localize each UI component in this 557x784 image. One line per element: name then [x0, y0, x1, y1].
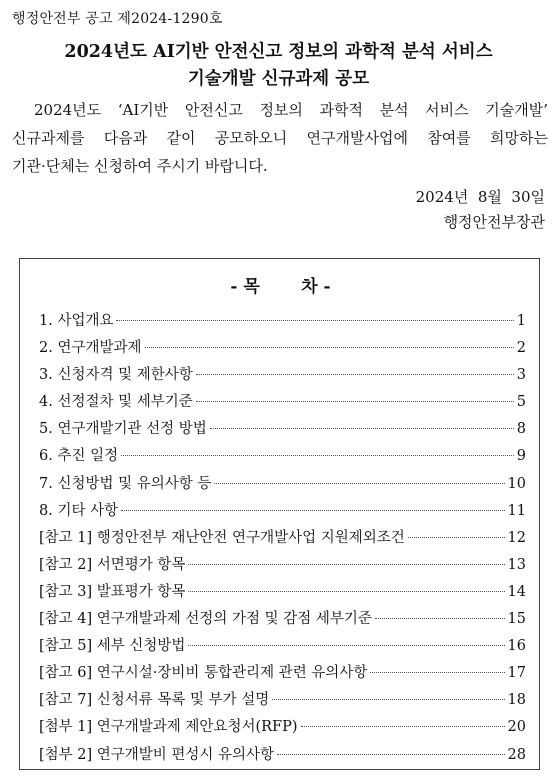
toc-entry	[39, 526, 526, 553]
body-paragraph-line-1: 2024년도 ‘AI기반 안전신고 정보의 과학적 분석 서비스 기술개발’	[34, 101, 548, 119]
toc-entry	[39, 580, 526, 607]
toc-entry-label: 6. 추진 일정	[39, 448, 119, 465]
toc-dot-leader	[214, 483, 504, 484]
body-paragraph-line-2: 신규과제를 다음과 같이 공모하오니 연구개발사업에 참여를 희망하는	[12, 129, 548, 147]
toc-entry-page: 14	[507, 583, 526, 600]
toc-list	[39, 309, 526, 770]
toc-dot-leader	[116, 320, 513, 321]
toc-entry-label: [참고 7] 신청서류 목록 및 부가 설명	[39, 692, 270, 709]
toc-dot-leader	[188, 591, 504, 592]
toc-entry-label: 4. 선정절차 및 세부기준	[39, 394, 193, 411]
toc-entry-page: 8	[516, 421, 526, 438]
toc-heading: - 목 차 -	[230, 277, 331, 297]
toc-entry-page: 5	[516, 394, 526, 411]
toc-entry	[39, 472, 526, 499]
toc-entry-label: [참고 2] 서면평가 항목	[39, 556, 186, 573]
toc-entry-page: 10	[507, 475, 526, 492]
toc-entry-page: 1	[516, 313, 526, 329]
toc-entry	[39, 444, 526, 471]
toc-entry-page: 12	[507, 529, 526, 546]
toc-entry-label: [첨부 2] 연구개발비 편성시 유의사항	[39, 746, 275, 763]
toc-entry-page: 11	[507, 502, 526, 519]
toc-entry	[39, 715, 526, 742]
toc-entry-page: 16	[507, 638, 526, 655]
toc-dot-leader	[375, 618, 505, 619]
toc-entry	[39, 390, 526, 417]
toc-dot-leader	[145, 347, 514, 348]
notice-number: 행정안전부 공고 제2024-1290호	[12, 11, 223, 27]
toc-dot-leader	[210, 428, 514, 429]
toc-entry-page: 13	[507, 556, 526, 573]
issuer-signature: 행정안전부장관	[443, 213, 545, 231]
toc-entry-label: [참고 1] 행정안전부 재난안전 연구개발사업 지원제외조건	[39, 529, 405, 546]
toc-dot-leader	[272, 699, 504, 700]
toc-entry-label: [참고 6] 연구시설·장비비 통합관리제 관련 유의사항	[39, 665, 368, 682]
toc-dot-leader	[196, 374, 514, 375]
toc-entry	[39, 363, 526, 390]
toc-dot-leader	[121, 510, 504, 511]
toc-entry	[39, 417, 526, 444]
toc-entry-label: [참고 5] 세부 신청방법	[39, 638, 186, 655]
toc-entry-page: 2	[516, 340, 526, 357]
toc-dot-leader	[301, 726, 505, 727]
toc-entry-page: 17	[507, 665, 526, 682]
toc-entry-label: [참고 4] 연구개발과제 선정의 가점 및 감점 세부기준	[39, 611, 372, 628]
toc-entry-label: 2. 연구개발과제	[39, 340, 142, 357]
toc-entry-label: 7. 신청방법 및 유의사항 등	[39, 475, 212, 492]
toc-dot-leader	[408, 537, 505, 538]
toc-entry-label: 3. 신청자격 및 제한사항	[39, 367, 193, 384]
toc-entry	[39, 634, 526, 661]
toc-dot-leader	[196, 401, 514, 402]
toc-dot-leader	[121, 455, 514, 456]
toc-entry	[39, 743, 526, 770]
toc-entry	[39, 336, 526, 363]
toc-entry-label: 8. 기타 사항	[39, 502, 119, 519]
toc-entry-page: 3	[516, 367, 526, 384]
document-title-line-1: 2024년도 AI기반 안전신고 정보의 과학적 분석 서비스	[64, 42, 493, 62]
toc-dot-leader	[370, 672, 504, 673]
body-paragraph-line-3: 기관·단체는 신청하여 주시기 바랍니다.	[12, 157, 268, 175]
toc-entry-label: 5. 연구개발기관 선정 방법	[39, 421, 207, 438]
toc-entry	[39, 688, 526, 715]
toc-entry-page: 20	[507, 719, 526, 736]
document-title-line-2: 기술개발 신규과제 공모	[187, 69, 370, 89]
toc-entry	[39, 309, 526, 336]
toc-entry	[39, 499, 526, 526]
toc-entry-page: 18	[507, 692, 526, 709]
toc-entry-label: [첨부 1] 연구개발과제 제안요청서(RFP)	[39, 719, 298, 736]
announcement-date: 2024년 8월 30일	[415, 188, 545, 206]
toc-entry-label: 1. 사업개요	[39, 313, 114, 329]
toc-entry	[39, 553, 526, 580]
toc-dot-leader	[277, 754, 504, 755]
toc-entry-page: 15	[507, 611, 526, 628]
toc-entry	[39, 607, 526, 634]
toc-entry-page: 28	[507, 746, 526, 763]
table-of-contents	[19, 258, 540, 770]
toc-dot-leader	[188, 645, 504, 646]
toc-entry	[39, 661, 526, 688]
toc-dot-leader	[188, 564, 504, 565]
toc-entry-label: [참고 3] 발표평가 항목	[39, 583, 186, 600]
toc-entry-page: 9	[516, 448, 526, 465]
